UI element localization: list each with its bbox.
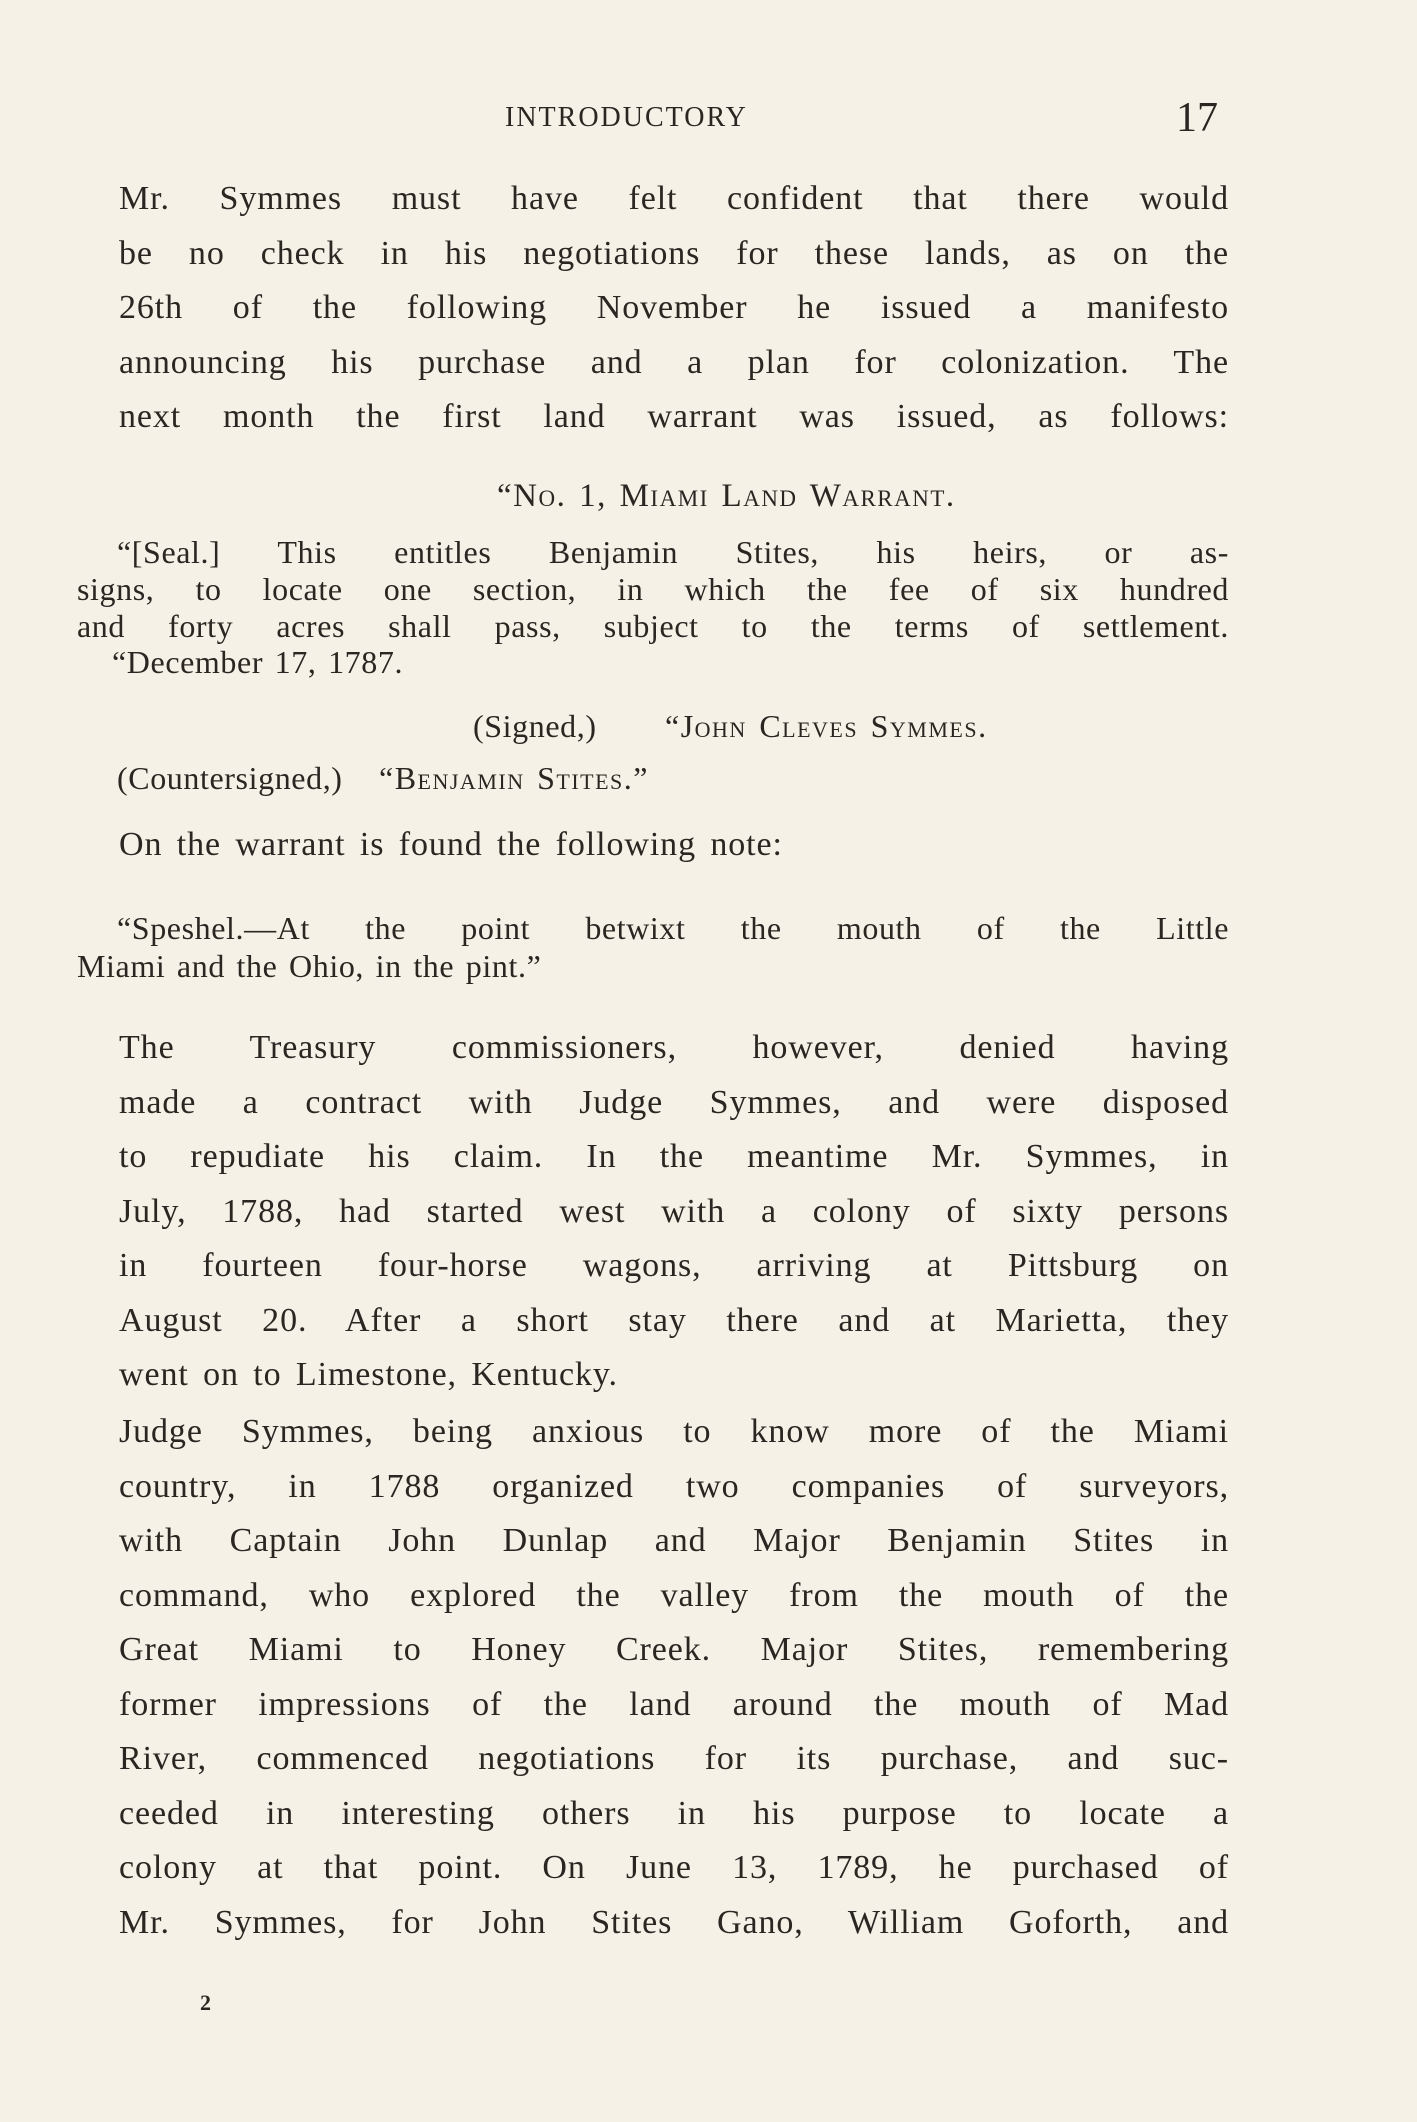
signed-label: (Signed,)	[473, 708, 597, 744]
text-line: Judge Symmes, being anxious to know more of the Miami	[119, 1413, 1229, 1450]
warrant-date: “December 17, 1787.	[112, 644, 404, 680]
text-line: in fourteen four-horse wagons, arriving at Pittsburg on	[119, 1247, 1229, 1284]
page-number: 17	[1176, 95, 1218, 141]
warrant-title: “No. 1, Miami Land Warrant.	[497, 478, 956, 514]
paragraph-1	[117, 172, 1229, 445]
warrant-line-1-text: “[Seal.] This entitles Benjamin Stites, his heirs, or as-	[117, 534, 1229, 570]
text-line: On the warrant is found the following note:	[119, 826, 783, 863]
text-line: Great Miami to Honey Creek. Major Stites, remembering	[119, 1631, 1229, 1668]
warrant-line-2: signs, to locate one section, in which the fee of six hundred	[77, 571, 1229, 607]
signature-mark: 2	[200, 1990, 211, 2015]
text-line: River, commenced negotiations for its purchase, and suc-	[119, 1740, 1229, 1777]
text-line: ceeded in interesting others in his purpose to locate a	[119, 1794, 1229, 1832]
text-line: command, who explored the valley from the mouth of the	[119, 1576, 1229, 1614]
text-line: former impressions of the land around the mouth of Mad	[119, 1685, 1229, 1723]
text-line: 26th of the following November he issued a manifesto	[119, 289, 1229, 326]
text-line: next month the first land warrant was issued, as follows:	[119, 398, 1229, 435]
warrant-line-3: and forty acres shall pass, subject to the terms of settlement.	[77, 608, 1229, 644]
text-line: with Captain John Dunlap and Major Benjamin Stites in	[119, 1522, 1229, 1559]
text-line: be no check in his negotiations for these lands, as on the	[119, 234, 1229, 272]
text-line: July, 1788, had started west with a colony of sixty persons	[119, 1192, 1229, 1230]
countersigned-label: (Countersigned,)	[117, 760, 343, 796]
running-head: INTRODUCTORY	[505, 102, 748, 133]
text-line: August 20. After a short stay there and at Marietta, they	[119, 1301, 1229, 1339]
signed-name: “John Cleves Symmes.	[665, 708, 988, 744]
text-line: Mr. Symmes must have felt confident that there would	[119, 180, 1229, 217]
paragraph-3	[117, 1405, 1229, 1950]
note-intro	[117, 818, 1229, 873]
text-line: country, in 1788 organized two companies of surveyors,	[119, 1467, 1229, 1505]
text-line: to repudiate his claim. In the meantime Mr. Symmes, in	[119, 1138, 1229, 1175]
note-line-2: Miami and the Ohio, in the pint.”	[77, 948, 542, 984]
paragraph-2	[117, 1021, 1229, 1403]
text-line: made a contract with Judge Symmes, and were disposed	[119, 1083, 1229, 1121]
countersigned-name: “Benjamin Stites.”	[379, 760, 649, 796]
text-line: Mr. Symmes, for John Stites Gano, William Goforth, and	[119, 1903, 1229, 1941]
text-line: announcing his purchase and a plan for colonization. The	[119, 343, 1229, 381]
text-line: The Treasury commissioners, however, denied having	[119, 1029, 1229, 1066]
page-header	[0, 94, 1417, 144]
warrant-line-1	[117, 534, 1229, 570]
text-line: colony at that point. On June 13, 1789, he purchased of	[119, 1849, 1229, 1886]
text-line: went on to Limestone, Kentucky.	[119, 1356, 618, 1393]
note-line-1: “Speshel.—At the point betwixt the mouth of the Little	[117, 910, 1229, 946]
